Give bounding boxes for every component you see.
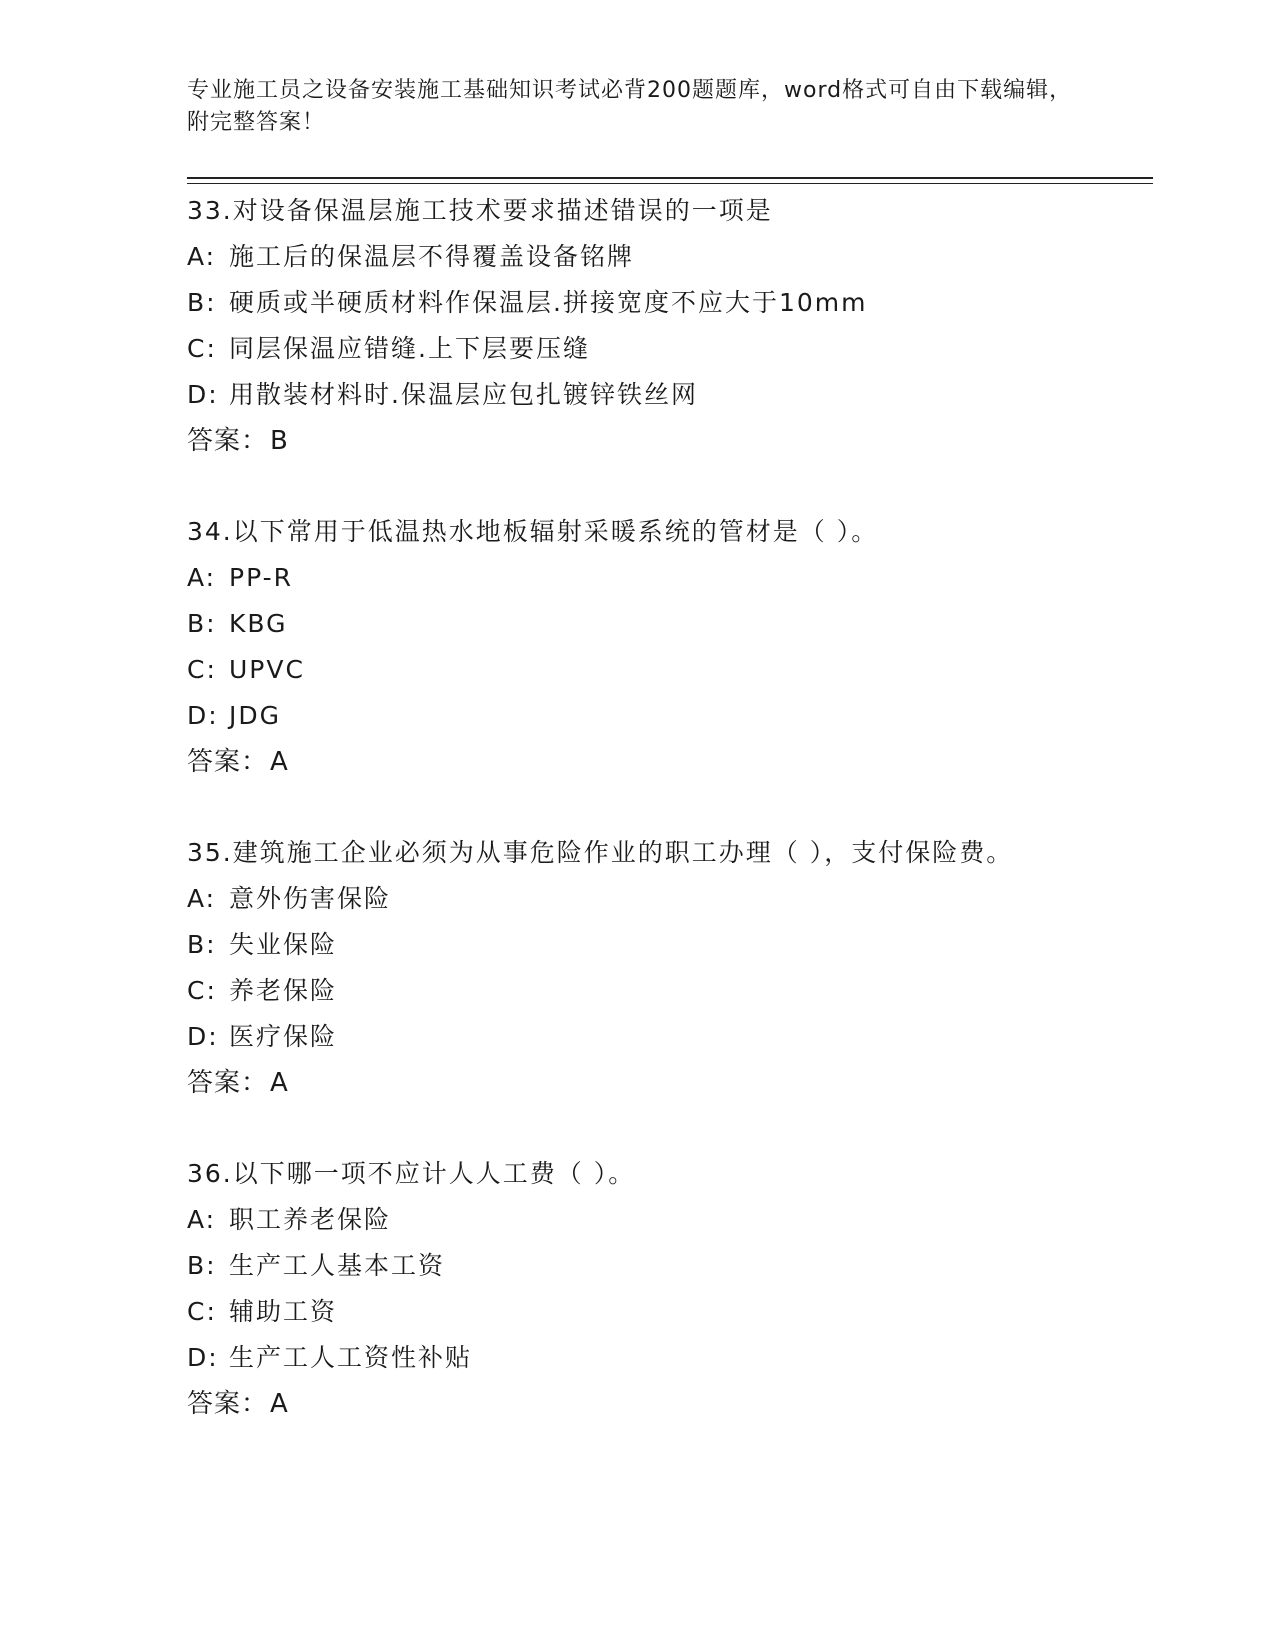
option-text: 辅助工资 [229, 1297, 338, 1326]
document-header: 专业施工员之设备安装施工基础知识考试必背200题题库，word格式可自由下载编辑，附完整答案！ [187, 78, 1073, 135]
option-text: KBG [229, 609, 288, 638]
option-key: B: [187, 930, 217, 959]
answer-label: 答案： [187, 1389, 269, 1419]
question-35 [187, 830, 1087, 1106]
option-c [187, 968, 1087, 1014]
option-text: 同层保温应错缝.上下层要压缝 [229, 334, 590, 363]
option-key: D: [187, 1343, 219, 1372]
option-c [187, 647, 1087, 693]
option-key: B: [187, 288, 217, 317]
option-a [187, 234, 1087, 280]
option-key: D: [187, 1022, 219, 1051]
answer-line [187, 1060, 1087, 1106]
option-key: D: [187, 701, 219, 730]
option-key: A: [187, 563, 217, 592]
option-text: 养老保险 [229, 976, 338, 1005]
answer-label: 答案： [187, 747, 269, 777]
option-key: B: [187, 609, 217, 638]
question-34 [187, 509, 1087, 785]
option-text: 职工养老保险 [229, 1205, 392, 1234]
answer-value: A [270, 747, 289, 777]
option-a [187, 876, 1087, 922]
question-stem: 34.以下常用于低温热水地板辐射采暖系统的管材是（ ）。 [187, 517, 879, 546]
answer-line [187, 739, 1087, 785]
option-key: B: [187, 1251, 217, 1280]
option-key: C: [187, 334, 217, 363]
option-d [187, 1014, 1087, 1060]
option-text: 医疗保险 [229, 1022, 338, 1051]
option-text: 硬质或半硬质材料作保温层.拼接宽度不应大于10mm [229, 288, 868, 317]
option-text: UPVC [229, 655, 305, 684]
option-d [187, 372, 1087, 418]
answer-label: 答案： [187, 426, 269, 456]
question-stem: 33.对设备保温层施工技术要求描述错误的一项是 [187, 196, 773, 225]
option-b [187, 280, 1087, 326]
header-divider-thin [187, 183, 1153, 184]
option-text: 生产工人基本工资 [229, 1251, 446, 1280]
option-b [187, 922, 1087, 968]
answer-value: A [270, 1068, 289, 1098]
answer-value: A [270, 1389, 289, 1419]
question-33 [187, 188, 1087, 464]
option-text: 施工后的保温层不得覆盖设备铭牌 [229, 242, 635, 271]
answer-line [187, 418, 1087, 464]
option-text: 用散装材料时.保温层应包扎镀锌铁丝网 [229, 380, 698, 409]
option-key: C: [187, 655, 217, 684]
option-b [187, 601, 1087, 647]
option-key: A: [187, 242, 217, 271]
option-text: 失业保险 [229, 930, 338, 959]
option-c [187, 326, 1087, 372]
answer-label: 答案： [187, 1068, 269, 1098]
option-c [187, 1289, 1087, 1335]
option-key: C: [187, 976, 217, 1005]
option-d [187, 693, 1087, 739]
option-key: A: [187, 884, 217, 913]
option-d [187, 1335, 1087, 1381]
option-key: C: [187, 1297, 217, 1326]
question-36 [187, 1151, 1087, 1427]
option-text: JDG [229, 701, 281, 730]
option-text: 意外伤害保险 [229, 884, 392, 913]
option-key: D: [187, 380, 219, 409]
question-stem: 35.建筑施工企业必须为从事危险作业的职工办理（ ），支付保险费。 [187, 838, 1014, 867]
option-a [187, 1197, 1087, 1243]
option-b [187, 1243, 1087, 1289]
question-stem: 36.以下哪一项不应计人人工费（ ）。 [187, 1159, 636, 1188]
option-text: 生产工人工资性补贴 [229, 1343, 473, 1372]
answer-value: B [270, 426, 289, 456]
header-divider-thick [187, 177, 1153, 179]
question-list [187, 188, 1087, 1472]
answer-line [187, 1381, 1087, 1427]
option-a [187, 555, 1087, 601]
option-key: A: [187, 1205, 217, 1234]
option-text: PP-R [229, 563, 293, 592]
